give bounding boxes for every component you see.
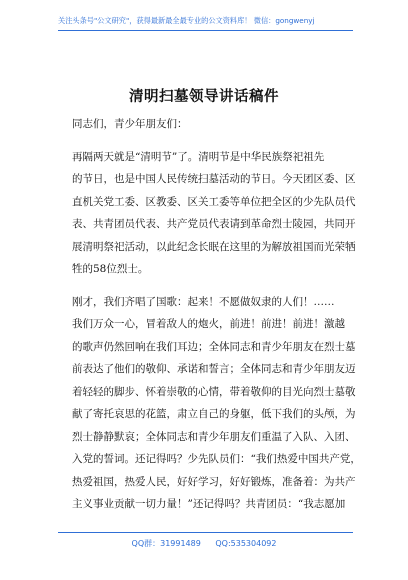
paragraph-line: 的歌声仍然回响在我们耳边；全体同志和青少年朋友在烈士墓 bbox=[72, 340, 356, 353]
paragraph-line: 刚才，我们齐唱了国歌：起来！不愿做奴隶的人们！…… bbox=[72, 295, 335, 308]
greeting bbox=[72, 113, 340, 136]
paragraph-line: 再隔两天就是“清明节”了。清明节是中华民族祭祀祖先 bbox=[72, 150, 325, 163]
paragraph-line: 展清明祭祀活动，以此纪念长眠在这里的为解放祖国而光荣牺 bbox=[72, 240, 356, 253]
footer-divider bbox=[58, 532, 353, 533]
footer-qq: QQ:535304092 bbox=[215, 539, 277, 548]
header-banner: 关注头条号"公文研究"，获得最新最全最专业的公文资料库！ 微信：gongwenyj bbox=[58, 16, 315, 25]
paragraph-line: 烈士静静默哀；全体同志和青少年朋友们重温了入队、入团、 bbox=[72, 430, 356, 443]
paragraph-line: 热爱祖国，热爱人民，好好学习，好好锻炼，准备着：为共产 bbox=[72, 475, 356, 488]
paragraph-line: 主义事业贡献一切力量！”还记得吗？共青团员：“我志愿加 bbox=[72, 498, 346, 510]
document-title: 清明扫墓领导讲话稿件 bbox=[129, 89, 279, 105]
header-divider bbox=[58, 30, 353, 31]
footer-qq-group: QQ群：31991489 bbox=[131, 539, 201, 548]
document-body bbox=[72, 113, 361, 516]
paragraph-line: 直机关党工委、区教委、区关工委等单位把全区的少先队员代 bbox=[72, 195, 356, 208]
paragraph-line: 前表达了他们的敬仰、承诺和誓言；全体同志和青少年朋友迈 bbox=[72, 363, 356, 375]
paragraph-line: 表、共青团员代表、共产党员代表请到革命烈士陵园，共同开 bbox=[72, 218, 356, 230]
footer bbox=[0, 538, 408, 549]
paragraph-line: 着轻轻的脚步、怀着崇敬的心情，带着敬仰的目光向烈士墓敬 bbox=[72, 385, 356, 398]
paragraph-line: 牲的58位烈士。 bbox=[72, 263, 149, 275]
greeting-line: 同志们，青少年朋友们： bbox=[72, 118, 188, 130]
paragraph-line: 的节日，也是中国人民传统扫墓活动的节日。今天团区委、区 bbox=[72, 173, 356, 185]
paragraph-line: 我们万众一心，冒着敌人的炮火，前进！前进！前进！激越 bbox=[72, 318, 345, 330]
paragraph-line: 献了寄托哀思的花篮，肃立自己的身躯，低下我们的头颅，为 bbox=[72, 408, 356, 420]
paragraph-line: 入党的誓词。还记得吗？少先队员们：“我们热爱中国共产党， bbox=[72, 453, 361, 465]
paragraph-1 bbox=[72, 146, 356, 281]
paragraph-2 bbox=[72, 291, 361, 516]
